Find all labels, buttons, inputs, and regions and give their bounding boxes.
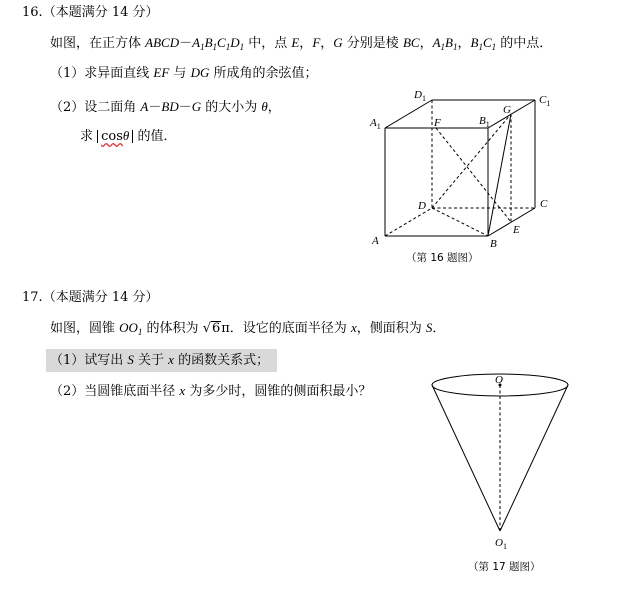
- text-run: （2）当圆锥底面半径: [50, 384, 180, 399]
- q17-number: 17.: [22, 290, 43, 305]
- cone-right-generatrix: [500, 385, 568, 531]
- math-symbol: C: [482, 35, 492, 50]
- math-symbol: G: [191, 99, 202, 114]
- text-run: 如图，在正方体: [50, 36, 146, 51]
- text-run: 与: [169, 66, 191, 81]
- label-B1: $B_1$: [479, 115, 490, 129]
- math-symbol: A: [192, 35, 201, 50]
- math-symbol: x: [168, 352, 174, 367]
- text-run: （1）试写出: [50, 353, 128, 368]
- subscript: 1: [212, 42, 218, 52]
- math-symbol: ABCD: [145, 35, 180, 50]
- text-run: －: [178, 100, 192, 115]
- cos-text: cos: [101, 129, 123, 144]
- q16-part2b-prefix: 求: [80, 129, 98, 144]
- math-symbol: S: [127, 352, 134, 367]
- q16-part2b-suffix: 的值．: [133, 129, 177, 144]
- q16-number: 16.: [22, 5, 43, 20]
- text-run: 的体积为: [142, 321, 203, 336]
- text-run: 中，点: [244, 36, 292, 51]
- label-O1: $O_1$: [495, 537, 507, 551]
- math-symbol: A: [140, 99, 149, 114]
- label-A1: $A_1$: [370, 117, 381, 131]
- math-symbol: E: [291, 35, 300, 50]
- label-D1: $D_1$: [414, 89, 426, 103]
- text-run: 分别是棱: [342, 36, 403, 51]
- math-symbol: F: [312, 35, 321, 50]
- subscript: 1: [491, 42, 497, 52]
- text-run: －: [148, 100, 162, 115]
- text-run: 如图，圆锥: [50, 321, 120, 336]
- text-run: 所成角的余弦值；: [209, 66, 318, 81]
- math-symbol: C: [217, 35, 226, 50]
- label-D: D: [418, 200, 426, 212]
- math-symbol: OO: [119, 320, 138, 335]
- math-symbol: G: [333, 35, 343, 50]
- text-run: ，: [299, 36, 313, 51]
- math-symbol: S: [425, 320, 433, 335]
- q17-score: （本题满分 14 分）: [42, 290, 159, 305]
- text-run: 关于: [133, 353, 169, 368]
- text-run: 的中点．: [496, 36, 553, 51]
- theta-text: θ: [122, 128, 130, 143]
- math-symbol: B: [445, 35, 453, 50]
- subscript: 1: [452, 42, 458, 52]
- math-symbol: EF: [153, 65, 170, 80]
- subscript: 1: [478, 42, 483, 52]
- text-run: 的函数关系式；: [173, 353, 270, 368]
- cone-left-generatrix: [432, 385, 500, 531]
- math-symbol: B: [204, 35, 213, 50]
- math-symbol: x: [350, 320, 357, 335]
- label-B: B: [490, 238, 497, 250]
- subscript: 1: [440, 42, 446, 52]
- label-A: A: [372, 235, 379, 247]
- text-run: ，: [320, 36, 334, 51]
- text-run: ，侧面积为: [356, 321, 426, 336]
- subscript: 1: [137, 327, 143, 337]
- text-run: （1）求异面直线: [50, 66, 154, 81]
- label-F: F: [434, 117, 441, 129]
- label-G: G: [503, 104, 511, 116]
- q17-figure-caption: （第 17 题图）: [468, 561, 541, 573]
- text-run: π．设它的底面半径为: [221, 321, 351, 336]
- label-E: E: [513, 224, 520, 236]
- subscript: 1: [200, 42, 205, 52]
- math-symbol: A: [432, 35, 441, 50]
- q16-score: （本题满分 14 分）: [42, 5, 159, 20]
- text-run: 为多少时，圆锥的侧面积最小？: [185, 384, 372, 399]
- text-run: ，: [457, 36, 471, 51]
- text-run: ，: [267, 100, 281, 115]
- text-run: （2）设二面角: [50, 100, 141, 115]
- subscript: 1: [225, 42, 231, 52]
- sqrt-symbol: √: [202, 321, 211, 336]
- math-symbol: BD: [161, 99, 179, 114]
- text-run: ．: [432, 321, 446, 336]
- sqrt-radicand: 6: [211, 321, 221, 336]
- label-O: O: [495, 374, 503, 386]
- text-run: ，: [419, 36, 433, 51]
- math-symbol: D: [230, 35, 240, 50]
- label-C: C: [540, 198, 548, 210]
- math-symbol: B: [470, 35, 479, 50]
- math-symbol: DG: [190, 65, 210, 80]
- math-symbol: x: [179, 383, 186, 398]
- math-symbol: BC: [402, 35, 420, 50]
- text-run: 的大小为: [201, 100, 262, 115]
- text-run: －: [179, 36, 193, 51]
- math-symbol: θ: [261, 99, 268, 114]
- q16-figure-caption: （第 16 题图）: [406, 252, 479, 264]
- label-C1: $C_1$: [539, 94, 551, 108]
- subscript: 1: [239, 42, 245, 52]
